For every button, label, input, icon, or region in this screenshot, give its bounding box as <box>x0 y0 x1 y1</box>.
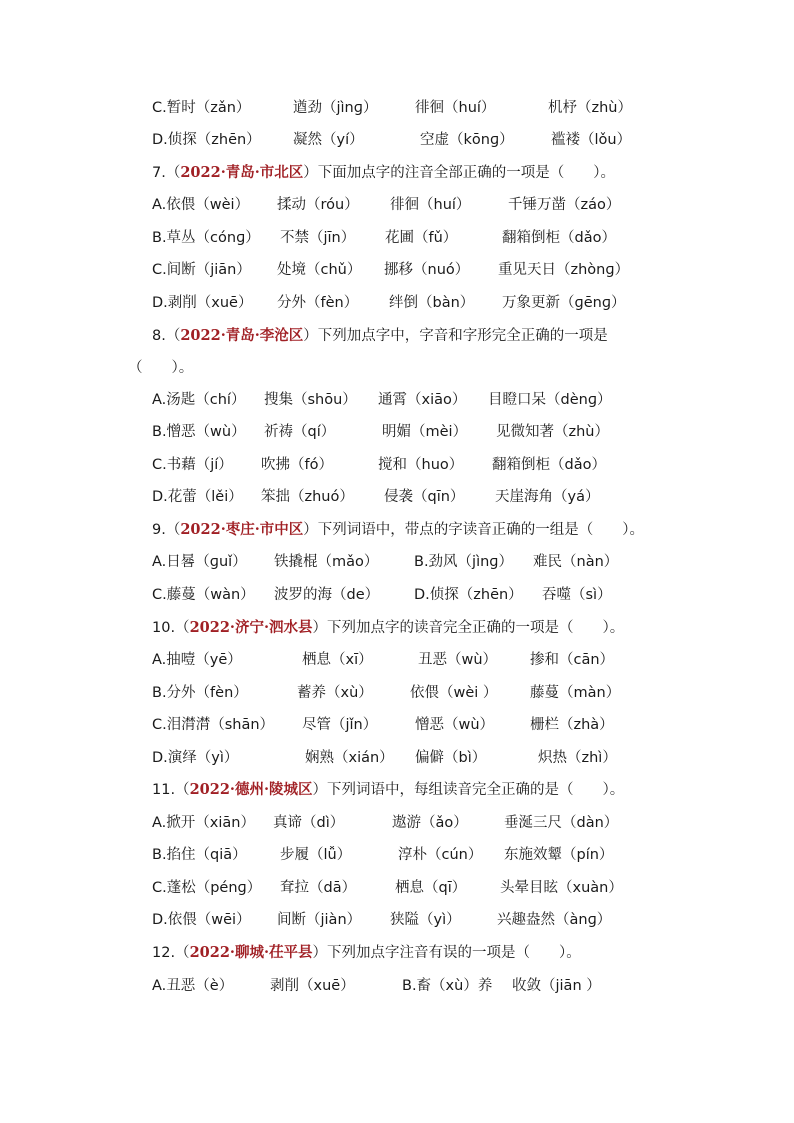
source-tag: 2022·德州·陵城区 <box>189 781 313 798</box>
option-item: B.掐住（qiā） <box>152 847 247 863</box>
option-item: 绊倒（bàn） <box>389 295 475 311</box>
option-item: A.日晷（ɡuǐ） <box>152 554 247 570</box>
question-number: 8.（ <box>152 328 181 344</box>
option-item: 剥削（xuē） <box>270 978 355 994</box>
option-item: 搅和（huo） <box>378 457 464 473</box>
option-item: 挪移（nuó） <box>384 262 470 278</box>
option-item: D.演绎（yì） <box>152 750 239 766</box>
option-item: 万象更新（ɡēnɡ） <box>502 295 626 311</box>
option-item: 吹拂（fó） <box>261 457 333 473</box>
option-item: 尽管（jǐn） <box>302 717 378 733</box>
source-tag: 2022·青岛·李沧区 <box>180 327 304 344</box>
option-item: 铁撬棍（mǎo） <box>274 554 379 570</box>
option-item: 掺和（cān） <box>530 652 615 668</box>
option-item: C.泪潸潸（shān） <box>152 717 275 733</box>
option-item: 依偎（wèi ） <box>410 685 498 701</box>
option-item: 祈祷（qí） <box>264 424 336 440</box>
option-item: 重见天日（zhònɡ） <box>498 262 630 278</box>
option-item: 翻箱倒柜（dǎo） <box>502 230 616 246</box>
option-item: D.剥削（xuē） <box>152 295 253 311</box>
option-item: 分外（fèn） <box>277 295 359 311</box>
source-tag: 2022·青岛·市北区 <box>180 164 304 181</box>
question-text: ）下列加点字的读音完全正确的一项是（ ）。 <box>312 620 625 636</box>
option-item: 遨游（ǎo） <box>392 815 468 831</box>
option-item: 蓄养（xù） <box>297 685 373 701</box>
option-item: 难民（nàn） <box>533 554 619 570</box>
option-item: C.暂时（zǎn） <box>152 100 251 116</box>
option-item: 淳朴（cún） <box>398 847 483 863</box>
option-item: 明媚（mèi） <box>382 424 468 440</box>
question-text: ）下列加点字注音有误的一项是（ ）。 <box>312 945 581 961</box>
option-item: 揉动（róu） <box>277 197 359 213</box>
option-item: 徘徊（huí） <box>390 197 471 213</box>
option-item: D.侦探（zhēn） <box>414 587 523 603</box>
option-item: C.间断（jiān） <box>152 262 251 278</box>
question-line <box>152 616 624 640</box>
option-item: 褴褛（lǒu） <box>551 132 632 148</box>
option-item: A.掀开（xiān） <box>152 815 255 831</box>
source-tag: 2022·济宁·泗水县 <box>189 619 313 636</box>
option-item: 垂涎三尺（dàn） <box>504 815 619 831</box>
question-line <box>152 778 624 802</box>
option-item: C.蓬松（pénɡ） <box>152 880 262 896</box>
option-item: 藤蔓（màn） <box>530 685 621 701</box>
option-item: B.分外（fèn） <box>152 685 248 701</box>
question-line <box>152 161 615 185</box>
option-item: 波罗的海（de） <box>274 587 380 603</box>
option-item: B.草丛（cónɡ） <box>152 230 260 246</box>
question-text: ）下列加点字中，字音和字形完全正确的一项是 <box>303 328 608 344</box>
option-item: 搜集（shōu） <box>264 392 357 408</box>
option-item: B.畜（xù）养 <box>402 978 493 994</box>
option-item: 耷拉（dā） <box>280 880 357 896</box>
question-number: 12.（ <box>152 945 190 961</box>
option-item: 娴熟（xián） <box>305 750 394 766</box>
option-item: 吞噬（sì） <box>542 587 612 603</box>
option-item: B.憎恶（wù） <box>152 424 246 440</box>
option-item: 花圃（fǔ） <box>385 230 458 246</box>
option-item: 空虚（kōnɡ） <box>420 132 514 148</box>
question-number: 10.（ <box>152 620 190 636</box>
option-item: 头晕目眩（xuàn） <box>500 880 623 896</box>
option-item: 栖息（qī） <box>395 880 467 896</box>
option-item: 机杼（zhù） <box>548 100 632 116</box>
option-item: 憎恶（wù） <box>415 717 495 733</box>
question-line <box>152 941 581 965</box>
option-item: A.抽噎（yē） <box>152 652 242 668</box>
option-item: 收敛（jiān ） <box>512 978 601 994</box>
option-item: 千锤万凿（záo） <box>508 197 621 213</box>
option-item: C.书藉（jí） <box>152 457 233 473</box>
option-item: 栅栏（zhà） <box>530 717 614 733</box>
question-number: 11.（ <box>152 782 190 798</box>
option-item: A.丑恶（è） <box>152 978 234 994</box>
option-item: 炽热（zhì） <box>538 750 617 766</box>
option-item: 翻箱倒柜（dǎo） <box>492 457 606 473</box>
option-item: 狭隘（yì） <box>390 912 461 928</box>
option-item: 徘徊（huí） <box>415 100 496 116</box>
option-item: 丑恶（wù） <box>418 652 498 668</box>
option-item: 目瞪口呆（dènɡ） <box>488 392 612 408</box>
option-item: 天崖海角（yá） <box>495 489 600 505</box>
option-item: 不禁（jīn） <box>280 230 356 246</box>
option-item: 遒劲（jìnɡ） <box>293 100 378 116</box>
option-item: 处境（chǔ） <box>277 262 362 278</box>
option-item: 兴趣盎然（ànɡ） <box>497 912 612 928</box>
option-item: D.侦探（zhēn） <box>152 132 261 148</box>
source-tag: 2022·聊城·茌平县 <box>189 944 313 961</box>
option-item: A.依偎（wèi） <box>152 197 250 213</box>
option-item: 步履（lǚ） <box>280 847 352 863</box>
question-number: 9.（ <box>152 522 181 538</box>
source-tag: 2022·枣庄·市中区 <box>180 521 304 538</box>
option-item: 真谛（dì） <box>273 815 345 831</box>
option-item: 凝然（yí） <box>293 132 364 148</box>
option-item: A.汤匙（chí） <box>152 392 246 408</box>
question-line <box>152 324 608 348</box>
option-item: 东施效颦（pín） <box>504 847 614 863</box>
option-item: 栖息（xī） <box>302 652 373 668</box>
question-number: 7.（ <box>152 165 181 181</box>
question-text: ）下面加点字的注音全部正确的一项是（ ）。 <box>303 165 616 181</box>
option-item: 笨拙（zhuó） <box>261 489 354 505</box>
question-line <box>152 518 644 542</box>
question-text: ）下列词语中，带点的字读音正确的一组是（ ）。 <box>303 522 645 538</box>
option-item: 间断（jiàn） <box>277 912 362 928</box>
option-item: 侵袭（qīn） <box>384 489 465 505</box>
option-item: C.藤蔓（wàn） <box>152 587 255 603</box>
option-item: D.花蕾（lěi） <box>152 489 243 505</box>
option-item: 通霄（xiāo） <box>378 392 467 408</box>
option-item: 见微知著（zhù） <box>496 424 609 440</box>
option-item: 偏僻（bì） <box>415 750 487 766</box>
question-continuation: （ ）。 <box>128 360 194 376</box>
question-text: ）下列词语中，每组读音完全正确的是（ ）。 <box>312 782 625 798</box>
option-item: B.劲风（jìnɡ） <box>414 554 514 570</box>
option-item: D.依偎（wēi） <box>152 912 251 928</box>
